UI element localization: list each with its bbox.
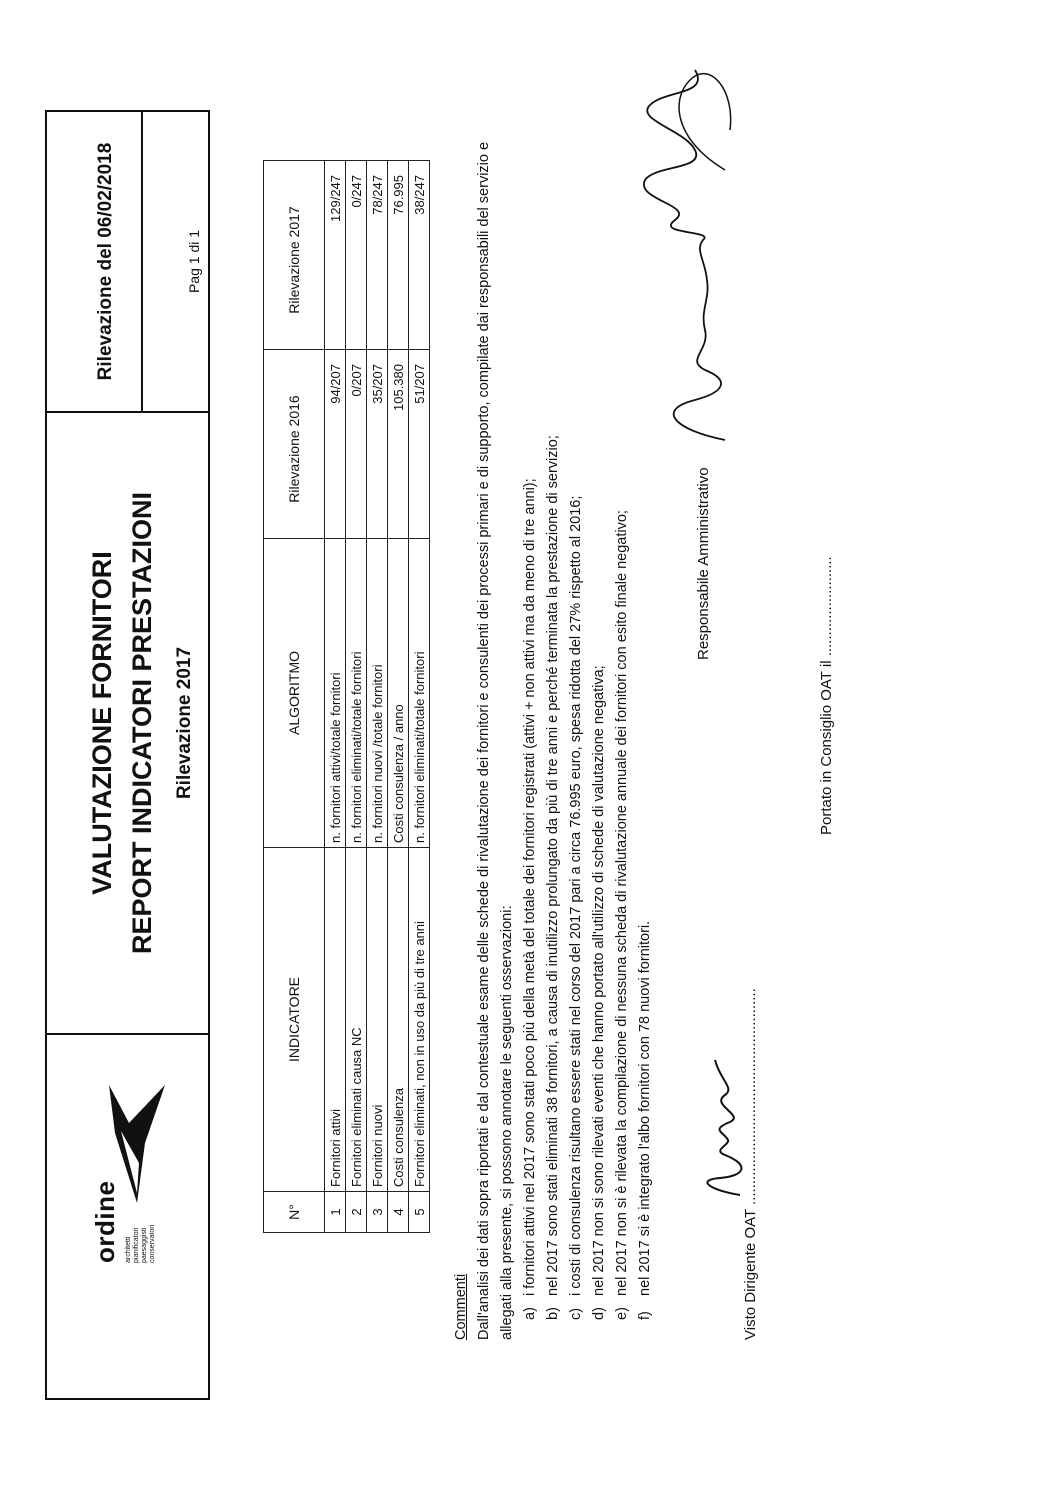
table-header-row <box>264 161 325 1233</box>
col-header-2017: Rilevazione 2017 <box>264 161 325 350</box>
cell-2016: 35/207 <box>367 350 388 539</box>
cell-n: 1 <box>325 1192 346 1233</box>
table-row <box>367 161 388 1233</box>
cell-algoritmo: n. fornitori nuovi /totale fornitori <box>367 539 388 848</box>
item-letter: d) <box>591 1307 607 1320</box>
divider <box>141 112 143 411</box>
list-item <box>588 140 611 1340</box>
cell-2016: 105.380 <box>388 350 409 539</box>
table-row <box>388 161 409 1233</box>
cell-n: 5 <box>409 1192 430 1233</box>
report-subtitle: REPORT INDICATORI PRESTAZIONI <box>127 491 157 955</box>
table-row <box>409 161 430 1233</box>
list-item <box>542 140 565 1340</box>
table-row <box>346 161 367 1233</box>
indicators-table <box>263 160 430 1233</box>
cell-2016: 0/207 <box>346 350 367 539</box>
cell-2016: 51/207 <box>409 350 430 539</box>
comments-title: Commenti <box>453 1273 469 1340</box>
item-letter: a) <box>522 1307 538 1320</box>
cell-n: 4 <box>388 1192 409 1233</box>
cell-2017: 76.995 <box>388 161 409 350</box>
comments-intro: Dall'analisi dei dati sopra riportati e dal contestuale esame delle schede di rivalutazione dei fornitori e consulenti dei processi primari e di supporto, compilate dai responsabili del servizio e allegati alla presente, si possono annotare le seguenti osservazioni: <box>476 141 515 1340</box>
report-year: Rilevazione 2017 <box>174 646 195 800</box>
visto-dirigente-line: Visto Dirigente OAT .................................................... <box>742 988 759 1340</box>
cell-algoritmo: Costi consulenza / anno <box>388 539 409 848</box>
item-text: nel 2017 non si sono rilevati eventi che hanno portato all'utilizzo di schede di valutazione negativa; <box>591 665 607 1296</box>
item-letter: f) <box>637 1311 653 1320</box>
survey-date: Rilevazione del 06/02/2018 <box>95 142 116 381</box>
header-box <box>45 110 210 1400</box>
col-header-indicatore: INDICATORE <box>264 848 325 1192</box>
col-header-2016: Rilevazione 2016 <box>264 350 325 539</box>
cell-algoritmo: n. fornitori eliminati/totale fornitori <box>409 539 430 848</box>
item-text: nel 2017 si è integrato l'albo fornitori con 78 nuovi fornitori. <box>637 920 653 1296</box>
cell-algoritmo: n. fornitori eliminati/totale fornitori <box>346 539 367 848</box>
col-header-algoritmo: ALGORITMO <box>264 539 325 848</box>
item-letter: e) <box>614 1307 630 1320</box>
report-title: VALUTAZIONE FORNITORI <box>87 551 117 895</box>
logo-mark-icon <box>107 1083 167 1203</box>
cell-2017: 78/247 <box>367 161 388 350</box>
item-text: nel 2017 non si è rilevata la compilazione di nessuna scheda di rivalutazione annuale dei fornitori con esito finale negativo; <box>614 510 630 1296</box>
item-text: i costi di consulenza risultano essere stati nel corso del 2017 pari a circa 76.995 euro, spesa ridotta del 27% rispetto al 2016; <box>568 495 584 1296</box>
cell-indicatore: Fornitori eliminati causa NC <box>346 848 367 1192</box>
cell-indicatore: Fornitori eliminati, non in uso da più di tre anni <box>409 848 430 1192</box>
item-letter: b) <box>545 1307 561 1320</box>
item-text: nel 2017 sono stati eliminati 38 fornitori, a causa di inutilizzo prolungato da più di tre anni e perché terminata la prestazione di servizio; <box>545 435 561 1296</box>
cell-indicatore: Fornitori nuovi <box>367 848 388 1192</box>
cell-2016: 94/207 <box>325 350 346 539</box>
page-number: Pag 1 di 1 <box>186 229 202 294</box>
cell-algoritmo: n. fornitori attivi/totale fornitori <box>325 539 346 848</box>
col-header-n: N° <box>264 1192 325 1233</box>
portato-consiglio-line: Portato in Consiglio OAT il ........................ <box>818 556 835 835</box>
date-cell <box>47 112 208 411</box>
cell-2017: 38/247 <box>409 161 430 350</box>
cell-indicatore: Costi consulenza <box>388 848 409 1192</box>
cell-2017: 129/247 <box>325 161 346 350</box>
list-item <box>565 140 588 1340</box>
cell-indicatore: Fornitori attivi <box>325 848 346 1192</box>
item-letter: c) <box>568 1307 584 1320</box>
logo-subtitle: architetti pianificatori paesaggisti conservatori <box>125 1224 156 1263</box>
logo-text: ordine <box>90 1180 120 1263</box>
item-text: i fornitori attivi nel 2017 sono stati poco più della metà del totale dei fornitori registrati (attivi + non attivi ma da meno di tre anni); <box>522 478 538 1296</box>
title-cell <box>47 411 208 1033</box>
responsabile-signature-icon <box>615 50 765 450</box>
responsabile-label: Responsabile Amministrativo <box>695 467 712 660</box>
logo-cell <box>47 1033 208 1398</box>
cell-n: 3 <box>367 1192 388 1233</box>
dirigente-signature-icon <box>690 1050 760 1200</box>
cell-2017: 0/247 <box>346 161 367 350</box>
list-item <box>519 140 542 1340</box>
cell-n: 2 <box>346 1192 367 1233</box>
table-row <box>325 161 346 1233</box>
